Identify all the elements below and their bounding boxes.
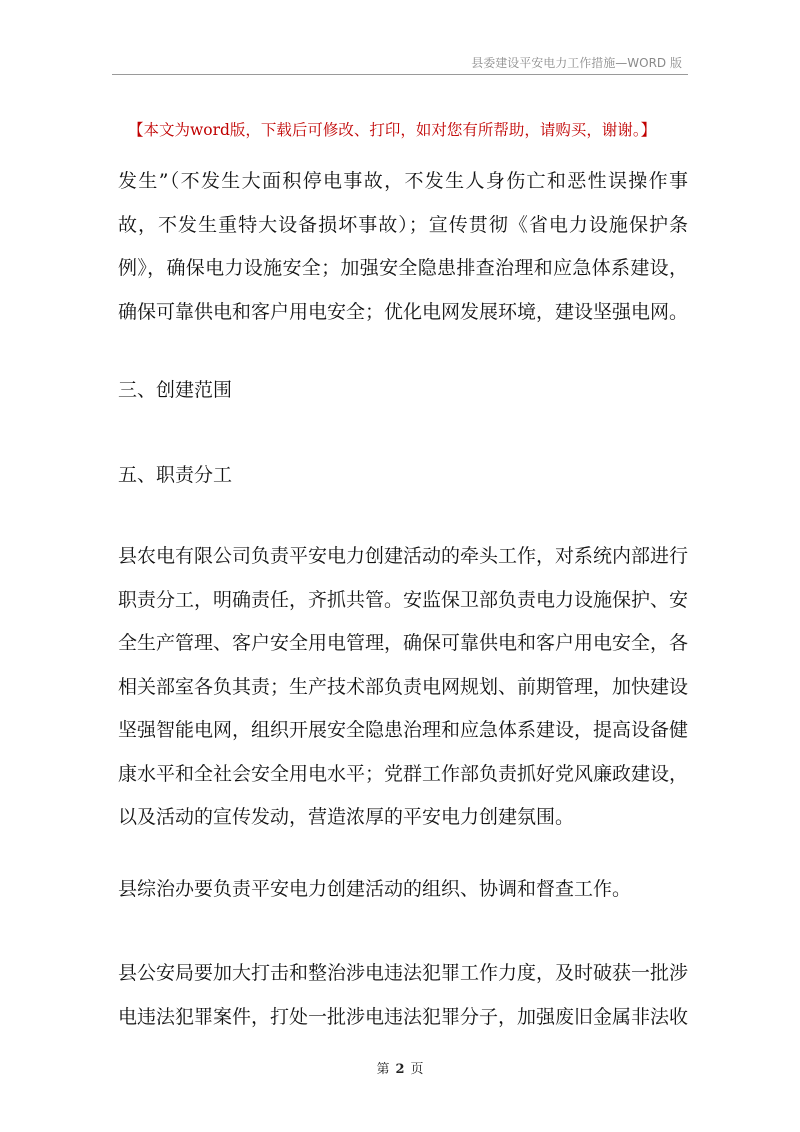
paragraph-goals: 发生”（不发生大面积停电事故，不发生人身伤亡和恶性误操作事故，不发生重特大设备损坏事故）；宣传贯彻《省电力设施保护条例》，确保电力设施安全；加强安全隐患排查治理和应急体系建设，确保可靠供电和客户用电安全；优化电网发展环境，建设坚强电网。: [118, 170, 689, 323]
page-label-prefix: 第: [376, 1062, 390, 1077]
heading-scope: 三、创建范围: [118, 379, 233, 401]
header-divider: [112, 74, 688, 75]
paragraph-public-security: 县公安局要加大打击和整治涉电违法犯罪工作力度，及时破获一批涉电违法犯罪案件，打处一批涉电违法犯罪分子，加强废旧金属非法收: [118, 962, 689, 1028]
document-title: 县委建设平安电力工作措施—WORD 版: [471, 56, 682, 70]
page-number: 2: [395, 1062, 405, 1077]
paragraph-comprehensive-office: 县综治办要负责平安电力创建活动的组织、协调和督查工作。: [118, 878, 632, 900]
heading-responsibilities: 五、职责分工: [118, 464, 233, 486]
download-notice: 【本文为word版，下载后可修改、打印，如对您有所帮助，请购买，谢谢。】: [128, 121, 657, 139]
page-label-suffix: 页: [410, 1062, 424, 1077]
page-footer: [0, 1058, 800, 1077]
paragraph-power-company: 县农电有限公司负责平安电力创建活动的牵头工作，对系统内部进行职责分工，明确责任，齐抓共管。安监保卫部负责电力设施保护、安全生产管理、客户安全用电管理，确保可靠供电和客户用电安全，各相关部室各负其责；生产技术部负责电网规划、前期管理，加快建设坚强智能电网，组织开展安全隐患治理和应急体系建设，提高设备健康水平和全社会安全用电水平；党群工作部负责抓好党风廉政建设，以及活动的宣传发动，营造浓厚的平安电力创建氛围。: [118, 545, 689, 828]
